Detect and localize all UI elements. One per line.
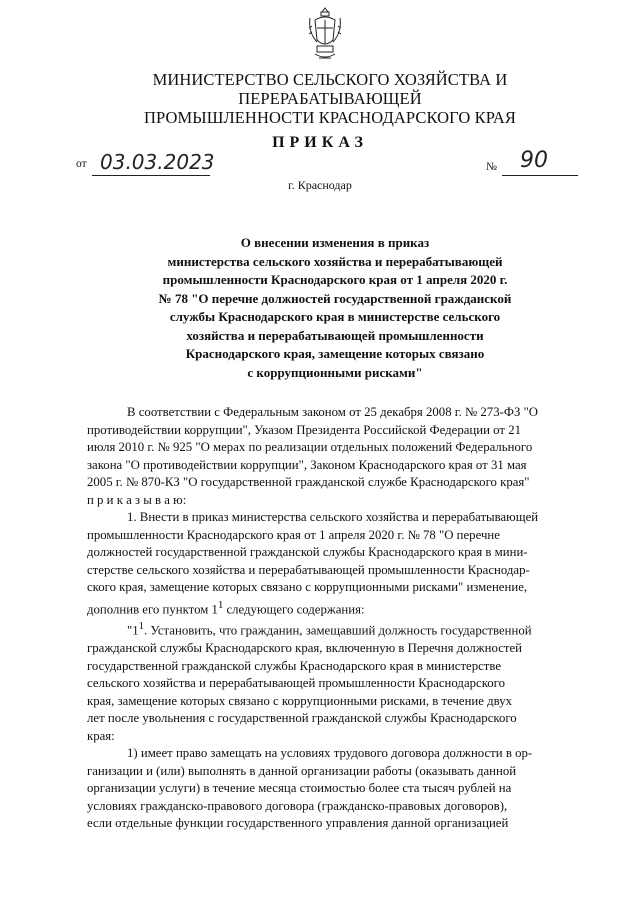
order-title: ПРИКАЗ <box>272 134 368 151</box>
order-body <box>87 404 611 833</box>
item1-last-before: дополнив его пунктом 1 <box>87 601 218 616</box>
quote-first-line <box>87 618 611 640</box>
item1-line: промышленности Краснодарского края от 1 апреля 2020 г. № 78 "О перечне <box>87 527 500 542</box>
subject-line: службы Краснодарского края в министерстве сельского <box>169 309 501 324</box>
preamble-line: 2005 г. № 870-КЗ "О государственной гражданской службе Краснодарского края" <box>87 475 530 489</box>
number-prefix: № <box>486 161 497 173</box>
order-subject <box>140 234 530 382</box>
quote-line: лет после увольнения с государственной гражданской службы Краснодарского <box>87 711 517 726</box>
subject-line: промышленности Краснодарского края от 1 апреля 2020 г. <box>162 272 508 287</box>
quote-open: "1 <box>127 623 139 638</box>
subject-line: Краснодарского края, замещение которых связано <box>185 346 485 361</box>
coat-of-arms-icon <box>307 6 343 62</box>
sub1-line: условиях гражданско-правового договора (гражданско-правовых договоров), <box>87 798 508 813</box>
date-prefix: от <box>76 158 87 170</box>
preamble-line: В соответствии с Федеральным законом от 25 декабря 2008 г. № 273-ФЗ "О <box>127 405 539 419</box>
item1-line: стерстве сельского хозяйства и перерабатывающей промышленности Краснодар- <box>87 562 530 577</box>
orders-word: п р и к а з ы в а ю: <box>87 492 187 507</box>
quote-line: гражданской службы Краснодарского края, включенную в Перечня должностей <box>87 641 523 656</box>
quote-end: края: <box>87 728 115 743</box>
city: г. Краснодар <box>288 178 352 192</box>
sub1-line: ганизации и (или) выполнять в данной организации работы (оказывать данной <box>87 763 517 778</box>
quote-superscript: 1 <box>138 621 144 633</box>
preamble-line: июля 2010 г. № 925 "О мерах по реализации отдельных положений Федерального <box>87 440 533 454</box>
quote-line: сельского хозяйства и перерабатывающей промышленности Краснодарского <box>87 676 505 691</box>
number-underline <box>502 175 578 176</box>
quote-line: края, замещение которых связано с коррупционными рисками, в течение двух <box>87 693 513 708</box>
preamble-line: закона "О противодействии коррупции", Законом Краснодарского края от 31 мая <box>87 457 527 472</box>
item1-last-line <box>87 597 611 619</box>
item1-last-after: следующего содержания: <box>223 601 365 616</box>
subject-line: с коррупционными рисками" <box>247 364 423 380</box>
item1-superscript: 1 <box>217 599 224 611</box>
subject-line: О внесении изменения в приказ <box>240 235 430 250</box>
quote-line: государственной гражданской службы Краснодарского края в министерстве <box>87 658 502 673</box>
sub1-line: если отдельные функции государственного управления данной организацией <box>87 816 509 831</box>
sub1-line: организации услуги) в течение месяца стоимостью более ста тысяч рублей на <box>87 781 512 796</box>
sub1-line: 1) имеет право замещать на условиях трудового договора должности в ор- <box>127 746 533 761</box>
item1-line: 1. Внести в приказ министерства сельского хозяйства и перерабатывающей <box>127 510 539 524</box>
item1-line: должностей государственной гражданской службы Краснодарского края в мини- <box>87 545 528 559</box>
item1-line: ского края, замещение которых связано с коррупционными рисками" изменение, <box>87 580 528 594</box>
subject-line: № 78 "О перечне должностей государственной гражданской <box>158 290 512 306</box>
subject-line: хозяйства и перерабатывающей промышленности <box>186 327 484 343</box>
quote-first-after: . Установить, что гражданин, замещавший должность государственной <box>143 623 532 638</box>
ministry-line-2: ПРОМЫШЛЕННОСТИ КРАСНОДАРСКОГО КРАЯ <box>143 108 517 127</box>
preamble-line: противодействии коррупции", Указом Президента Российской Федерации от 21 <box>87 422 521 437</box>
date-underline <box>92 175 210 176</box>
ministry-line-1: МИНИСТЕРСТВО СЕЛЬСКОГО ХОЗЯЙСТВА И ПЕРЕРАБАТЫВАЮЩЕЙ <box>152 70 508 108</box>
order-date: 03.03.2023 <box>100 150 215 174</box>
order-number: 90 <box>520 148 548 173</box>
ministry-name <box>60 70 600 127</box>
subject-line: министерства сельского хозяйства и перерабатывающей <box>167 253 503 269</box>
